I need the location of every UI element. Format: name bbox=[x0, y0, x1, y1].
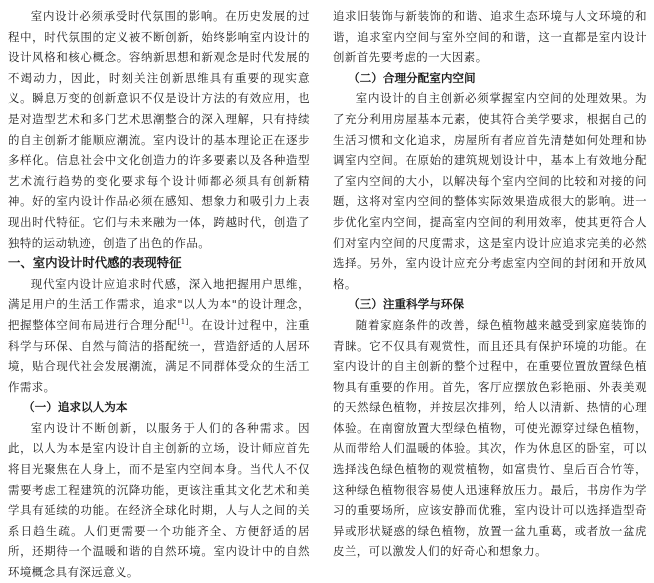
subsection-heading-1: （一）追求以人为本 bbox=[23, 400, 128, 415]
intro-paragraph: 室内设计必须承受时代氛围的影响。在历史发展的过程中，时代氛围的定义被不断创新，始终影响室内设计的设计风格和核心概念。容纳新思想和新观念是时代发展的不竭动力，因此，时刻关注创新思维具有重要的现实意义。瞬息万变的创新意识不仅是设计方法的有效应用，也是对造型艺术和多门艺术思潮整合的深入理解，只有持续的自主创新才能顺应潮流。室内设计的基本理论正在逐步多样化。信息社会中文化创造力的许多要素以及各种造型艺术流行趋势的变化要求每个设计师都必须具有创新精神。好的室内设计作品必须在感知、想象力和吸引力上表现出时代特征。它们与未来融为一体，跨越时代，创造了独特的运动轨迹，创造了出色的作品。 bbox=[8, 9, 310, 250]
left-column bbox=[8, 0, 310, 580]
subsection-heading-3: （三）注重科学与环保 bbox=[348, 297, 465, 312]
right-column bbox=[333, 0, 647, 559]
section-1-text-b: 。在设计过程中，注重科学与环保、自然与简洁的搭配统一，营造舒适的人居环境，贴合现代社会发展潮流，满足不同群体受众的生活工作需求。 bbox=[8, 317, 310, 394]
citation-1[interactable]: [1] bbox=[177, 318, 189, 327]
subsection-3-paragraph: 随着家庭条件的改善，绿色植物越来越受到家庭装饰的青睐。它不仅具有观赏性，而且还具有保护环境的功能。在室内设计的自主创新的整个过程中，在重要位置放置绿色植物具有重要的作用。首先，客厅应摆放色彩艳丽、外表美观的天然绿色植物，并按层次排列，给人以清新、热情的心理体验。在南窗放置大型绿色植物，可使光源穿过绿色植物，从而带给人们温暖的体验。其次，作为休息区的卧室，可以选择浅色绿色植物的观赏植物，如富贵竹、皇后百合竹等，这种绿色植物很容易使人迅速释放压力。最后，书房作为学习的重要场所，应该安静而优雅，室内设计可以选择造型奇异或形状疑惑的绿色植物，放置一盆九重葛，或者放一盆虎皮兰，可以激发人们的好奇心和想象力。 bbox=[333, 317, 647, 559]
continued-paragraph: 追求旧装饰与新装饰的和谐、追求生态环境与人文环境的和谐，追求室内空间与室外空间的和谐，这一直都是室内设计创新首先要考虑的一大因素。 bbox=[333, 9, 647, 65]
subsection-heading-2: （二）合理分配室内空间 bbox=[348, 70, 476, 85]
section-heading-1: 一、室内设计时代感的表现特征 bbox=[8, 255, 182, 271]
section-1-text-a: 现代室内设计应追求时代感，深入地把握用户思维，满足用户的生活工作需求，追求"以人为本"的设计理念，把握整体空间布局进行合理分配 bbox=[8, 276, 310, 332]
subsection-1-paragraph: 室内设计不断创新，以服务于人们的各种需求。因此，以人为本是室内设计自主创新的立场，设计师应首先将目光聚焦在人身上，而不是室内空间本身。当代人不仅需要考虑工程建筑的沉降功能，更该注重其文化艺术和美学具有延续的功能。在经济全球化时期，人与人之间的关系日趋生疏。人们更需要一个功能齐全、方便舒适的居所，还期待一个温暖和谐的自然环境。室内设计中的自然环境概念具有深远意义。 bbox=[8, 420, 310, 580]
section-1-paragraph bbox=[8, 274, 310, 398]
subsection-2-paragraph: 室内设计的自主创新必须掌握室内空间的处理效果。为了充分利用房屋基本元素，使其符合美学要求，根据自己的生活习惯和文化追求，房屋所有者应首先清楚如何处理和协调室内空间。在原始的建筑规划设计中，基本上有效地分配了室内空间的大小，以解决每个室内空间的比较和对接的问题，这将对室内空间的整体实际效果造成很大的影响。进一步优化室内空间，提高室内空间的利用效率，使其更符合人们对室内空间的尺度需求，这是室内设计应追求完美的必然选择。另外，室内设计应充分考虑室内空间的封闭和开放风格。 bbox=[333, 91, 647, 291]
